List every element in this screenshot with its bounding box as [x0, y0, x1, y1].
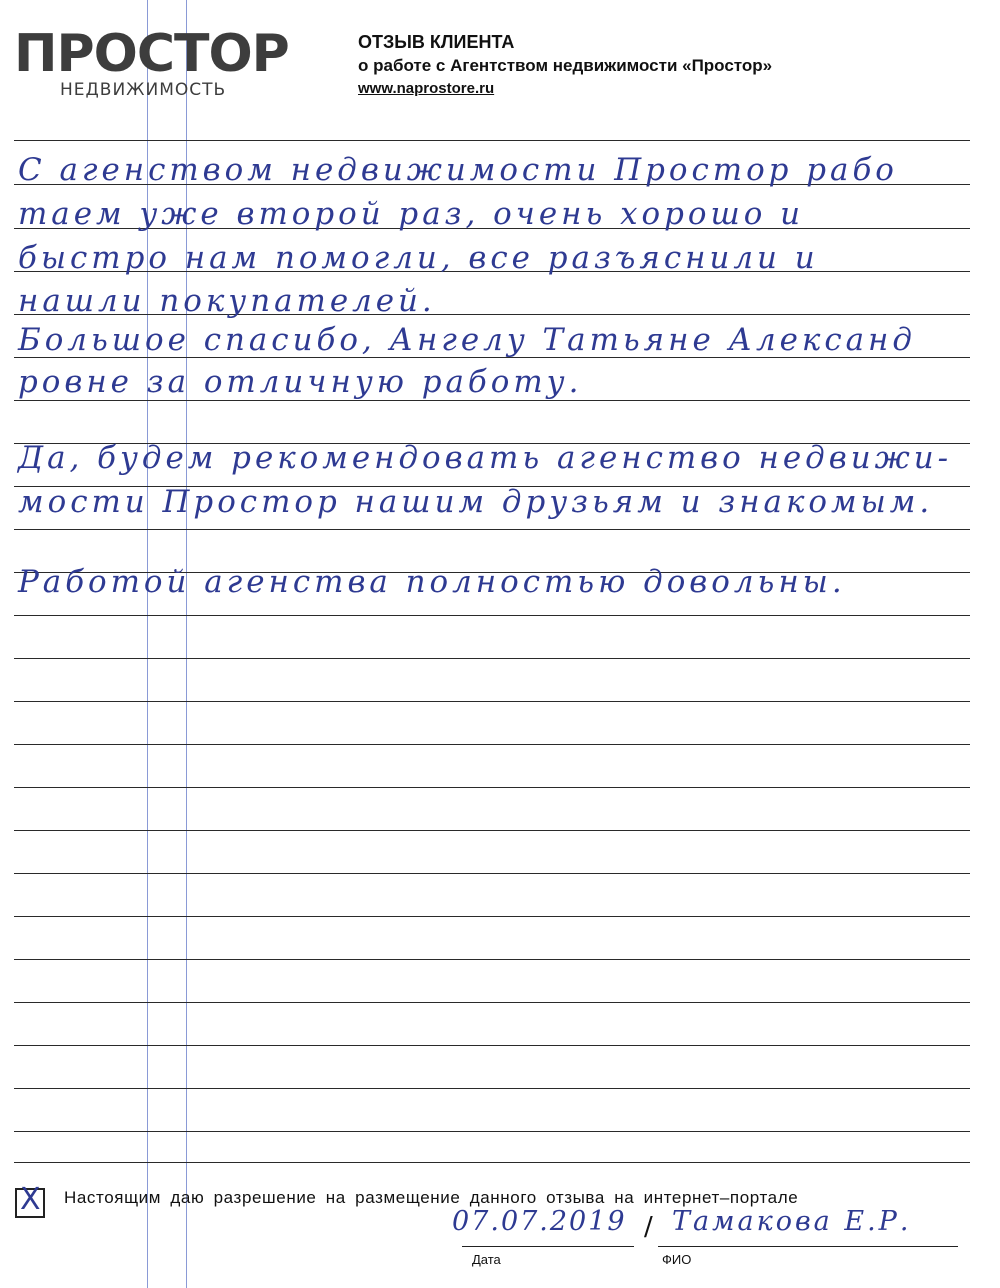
review-line: С агенством недвижимости Простор рабо [18, 152, 898, 188]
consent-text: Настоящим даю разрешение на размещение данного отзыва на интернет–портале [64, 1188, 799, 1207]
logo [14, 24, 289, 104]
ruled-line [14, 916, 970, 917]
ruled-line [14, 701, 970, 702]
ruled-line [14, 787, 970, 788]
ruled-line [14, 830, 970, 831]
ruled-line [14, 1045, 970, 1046]
date-field-line[interactable] [462, 1246, 634, 1247]
review-line: таем уже второй раз, очень хорошо и [18, 196, 805, 232]
ruled-line [14, 1088, 970, 1089]
header [358, 30, 772, 100]
ruled-line [14, 658, 970, 659]
ruled-line [14, 744, 970, 745]
website-link[interactable]: www.naprostore.ru [358, 80, 495, 97]
ruled-line [14, 140, 970, 141]
review-line: мости Простор нашим друзьям и знакомым. [18, 484, 934, 520]
ruled-line [14, 615, 970, 616]
consent-checkbox[interactable] [15, 1182, 45, 1218]
review-line: нашли покупателей. [18, 283, 436, 319]
ruled-line [14, 873, 970, 874]
name-label: ФИО [662, 1252, 692, 1267]
name-field-line[interactable] [658, 1246, 958, 1247]
review-line: ровне за отличную работу. [18, 364, 583, 400]
ruled-line [14, 1162, 970, 1163]
review-line: Да, будем рекомендовать агенство недвижи- [18, 440, 953, 476]
ruled-line [14, 1002, 970, 1003]
ruled-line [14, 959, 970, 960]
logo-wordmark: ПРОСТОР [14, 24, 289, 84]
ruled-line [14, 529, 970, 530]
page-subtitle: о работе с Агентством недвижимости «Простор» [358, 56, 773, 75]
name-value: Тамакова Е.Р. [672, 1206, 912, 1237]
date-value: 07.07.2019 [452, 1206, 627, 1237]
review-line: Большое спасибо, Ангелу Татьяне Александ [18, 322, 916, 358]
review-line: быстро нам помогли, все разъяснили и [18, 240, 819, 276]
page-title: ОТЗЫВ КЛИЕНТА [358, 32, 515, 52]
check-mark-icon: X [20, 1182, 41, 1217]
ruled-line [14, 1131, 970, 1132]
date-label: Дата [472, 1252, 501, 1267]
field-separator: / [644, 1212, 653, 1242]
review-line: Работой агенства полностью довольны. [18, 564, 846, 600]
logo-subtitle: НЕДВИЖИМОСТЬ [60, 80, 227, 100]
